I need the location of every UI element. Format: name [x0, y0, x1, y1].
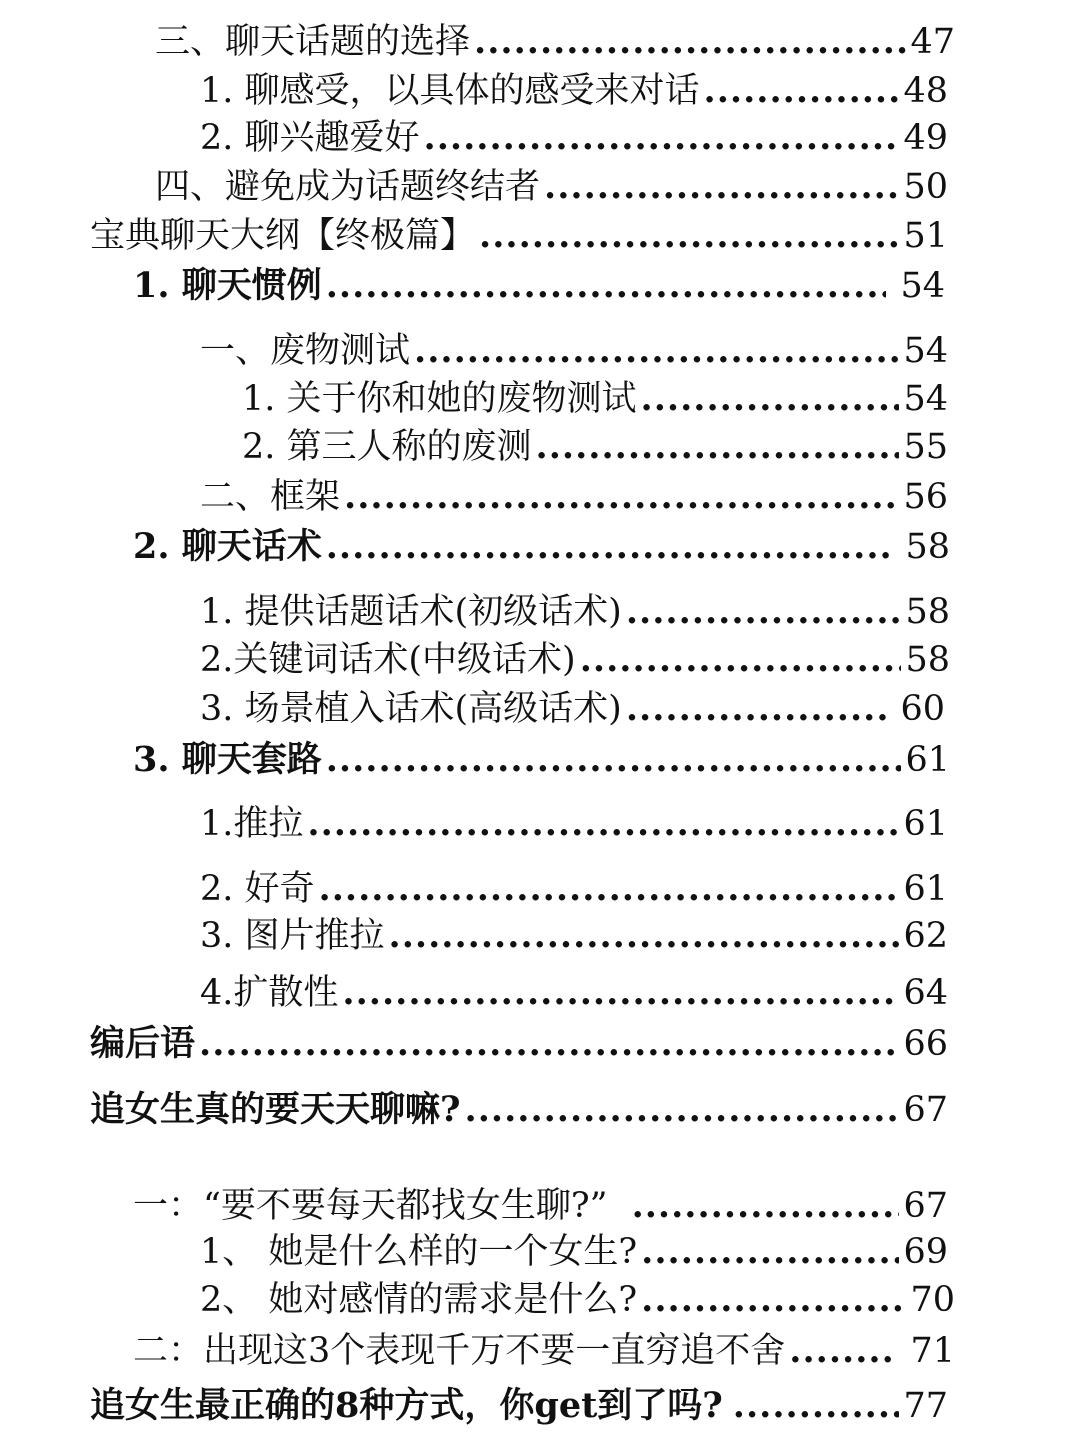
toc-entry	[200, 800, 948, 848]
toc-entry-page: 54	[903, 331, 948, 371]
toc-entry	[242, 375, 948, 423]
toc-entry-title: 追女生最正确的8种方式，你get到了吗?	[90, 1385, 723, 1426]
toc-entry	[200, 1228, 948, 1276]
toc-entry-page: 61	[903, 869, 948, 909]
toc-entry-title: 二：出现这3个表现千万不要一直穷追不舍	[133, 1331, 786, 1371]
toc-entry-title: 追女生真的要天天聊嘛?	[90, 1089, 461, 1130]
toc-entry-page: 58	[905, 527, 950, 567]
toc-entry	[200, 114, 948, 162]
toc-leader-dots	[326, 262, 887, 310]
toc-leader-dots	[632, 1182, 900, 1230]
toc-entry	[90, 1020, 948, 1068]
toc-entry-title: 2. 第三人称的废测	[242, 427, 532, 467]
toc-entry-page: 67	[903, 1090, 948, 1130]
toc-leader-dots	[465, 1086, 900, 1134]
toc-leader-dots	[733, 1382, 900, 1430]
toc-entry	[155, 163, 948, 211]
toc-entry-title: 三、聊天话题的选择	[155, 22, 471, 62]
toc-entry-title: 1、 她是什么样的一个女生?	[200, 1232, 638, 1272]
toc-leader-dots	[626, 588, 902, 636]
toc-entry-page: 48	[903, 71, 948, 111]
toc-entry	[133, 736, 950, 784]
toc-entry-title: 4.扩散性	[200, 973, 339, 1013]
toc-leader-dots	[424, 114, 900, 162]
toc-entry-page: 49	[903, 118, 948, 158]
toc-entry	[200, 865, 948, 913]
toc-leader-dots	[536, 423, 900, 471]
toc-entry	[90, 1382, 948, 1430]
toc-entry-page: 61	[905, 740, 950, 780]
toc-entry	[90, 1086, 948, 1134]
toc-leader-dots	[389, 912, 900, 960]
toc-entry-title: 2. 聊兴趣爱好	[200, 118, 420, 158]
toc-leader-dots	[319, 865, 900, 913]
toc-leader-dots	[414, 327, 899, 375]
toc-leader-dots	[544, 163, 899, 211]
toc-entry	[200, 685, 945, 733]
toc-leader-dots	[479, 212, 899, 260]
toc-leader-dots	[580, 636, 902, 684]
toc-entry	[200, 636, 950, 684]
toc-entry-page: 47	[910, 22, 955, 62]
toc-entry-page: 62	[903, 916, 948, 956]
toc-entry-title: 2. 好奇	[200, 869, 315, 909]
toc-entry-page: 50	[903, 167, 948, 207]
toc-entry-page: 58	[905, 640, 950, 680]
toc-entry-page: 58	[905, 592, 950, 632]
toc-entry-title: 一、废物测试	[200, 331, 411, 371]
toc-entry-page: 70	[910, 1280, 955, 1320]
toc-entry-title: 1. 提供话题话术(初级话术)	[200, 592, 622, 632]
toc-entry-page: 51	[903, 216, 948, 256]
toc-entry-page: 54	[903, 379, 948, 419]
toc-entry	[155, 18, 955, 66]
toc-leader-dots	[342, 969, 899, 1017]
toc-entry-title: 2. 聊天话术	[133, 526, 322, 567]
toc-entry-page: 61	[903, 804, 948, 844]
toc-entry-page: 77	[903, 1386, 948, 1426]
toc-entry	[133, 1182, 948, 1230]
toc-entry-page: 66	[903, 1024, 948, 1064]
toc-entry-title: 宝典聊天大纲【终极篇】	[90, 216, 476, 256]
toc-entry	[200, 588, 950, 636]
toc-entry-title: 1. 聊天惯例	[133, 265, 322, 306]
toc-entry-title: 3. 场景植入话术(高级话术)	[200, 689, 622, 729]
toc-leader-dots	[641, 1228, 899, 1276]
toc-entry	[242, 423, 948, 471]
toc-entry	[133, 1327, 955, 1375]
toc-entry	[90, 212, 948, 260]
toc-leader-dots	[474, 18, 906, 66]
toc-entry-page: 54	[900, 266, 945, 306]
toc-entry-page: 60	[900, 689, 945, 729]
toc-leader-dots	[326, 736, 902, 784]
toc-entry	[200, 67, 948, 115]
toc-entry-page: 67	[903, 1186, 948, 1226]
toc-leader-dots	[326, 523, 892, 571]
toc-entry	[200, 1276, 955, 1324]
toc-leader-dots	[307, 800, 899, 848]
toc-entry	[200, 969, 948, 1017]
toc-entry-title: 1.推拉	[200, 804, 304, 844]
toc-leader-dots	[704, 67, 900, 115]
toc-entry-title: 2、 她对感情的需求是什么?	[200, 1280, 638, 1320]
toc-leader-dots	[641, 375, 900, 423]
toc-leader-dots	[789, 1327, 896, 1375]
toc-entry-title: 四、避免成为话题终结者	[155, 167, 541, 207]
toc-entry-title: 二、框架	[200, 477, 341, 517]
toc-leader-dots	[626, 685, 889, 733]
toc-entry	[133, 262, 945, 310]
toc-entry	[200, 327, 948, 375]
toc-entry-title: 2.关键词话术(中级话术)	[200, 640, 576, 680]
toc-entry	[200, 473, 948, 521]
toc-entry-page: 55	[903, 427, 948, 467]
toc-entry-title: 1. 聊感受，以具体的感受来对话	[200, 71, 700, 111]
toc-entry-page: 56	[903, 477, 948, 517]
toc-entry-title: 一：“要不要每天都找女生聊?”	[133, 1186, 608, 1226]
toc-leader-dots	[199, 1020, 899, 1068]
toc-entry	[133, 523, 950, 571]
toc-entry-page: 71	[910, 1331, 955, 1371]
toc-entry-page: 69	[903, 1232, 948, 1272]
toc-leader-dots	[344, 473, 899, 521]
toc-entry	[200, 912, 948, 960]
toc-entry-title: 编后语	[90, 1023, 196, 1064]
toc-entry-title: 1. 关于你和她的废物测试	[242, 379, 637, 419]
toc-leader-dots	[641, 1276, 906, 1324]
toc-entry-title: 3. 聊天套路	[133, 739, 322, 780]
toc-entry-title: 3. 图片推拉	[200, 916, 385, 956]
toc-entry-page: 64	[903, 973, 948, 1013]
